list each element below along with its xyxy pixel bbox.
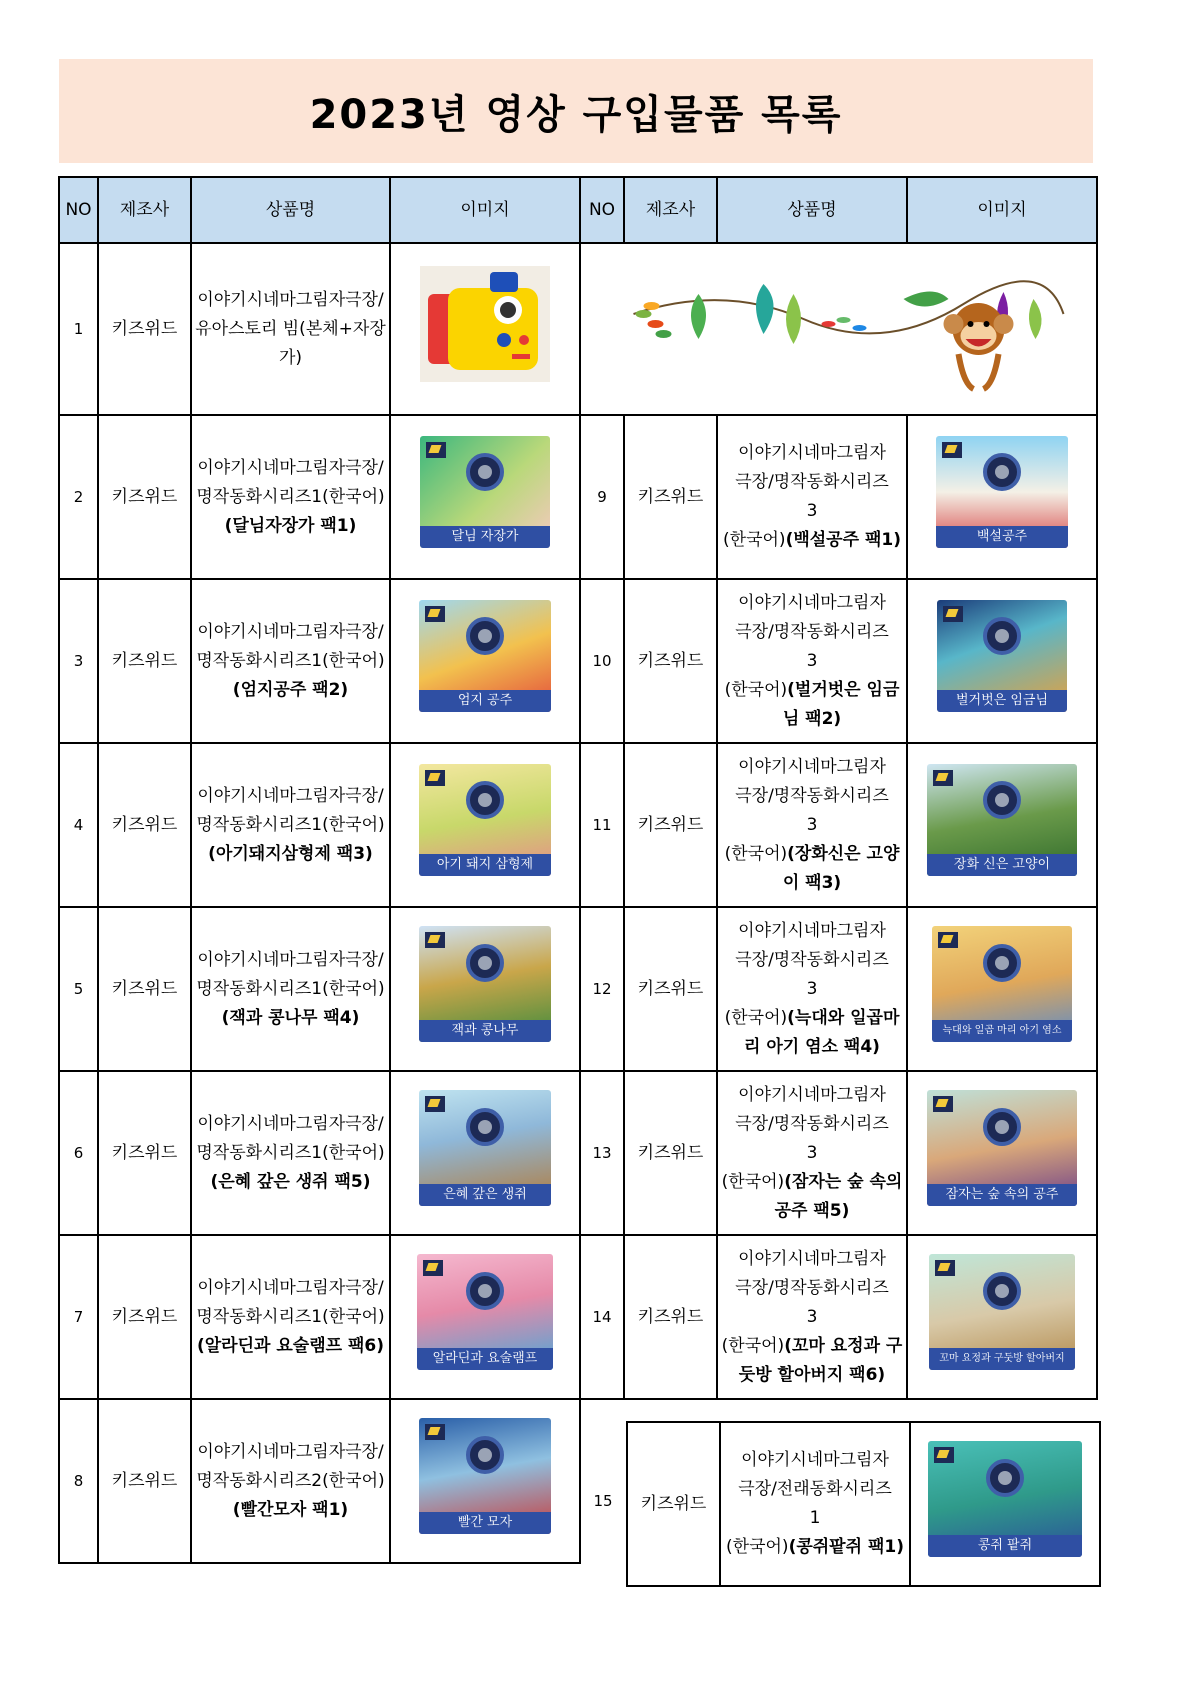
product-name-line: 극장/명작동화시리즈 [735, 785, 889, 806]
pack-image [419, 1090, 551, 1206]
product-name: 이야기시네마그림자극장/명작동화시리즈1(한국어) [196, 621, 385, 671]
table-header-row [59, 177, 1097, 243]
product-name-line: (한국어) [724, 843, 788, 864]
pack-caption: 은혜 갚은 생쥐 [419, 1184, 551, 1206]
lens-icon [466, 617, 504, 655]
row-maker: 키즈위드 [624, 1235, 717, 1399]
row-maker: 키즈위드 [98, 415, 191, 579]
row-image [390, 1071, 580, 1235]
product-pack: (빨간모자 팩1) [232, 1499, 349, 1520]
row-image [907, 1071, 1097, 1235]
row-product [191, 1399, 390, 1563]
empty-cell [580, 1399, 624, 1563]
row-product [717, 907, 907, 1071]
row-product [717, 1071, 907, 1235]
product-pack: (달님자장가 팩1) [224, 515, 357, 536]
lens-icon [983, 944, 1021, 982]
row-no: 3 [59, 579, 98, 743]
product-table-tail [626, 1421, 1101, 1587]
product-name-line: 이야기시네마그림자 [741, 1450, 889, 1470]
brand-icon [934, 1447, 954, 1463]
pack-image [419, 600, 551, 712]
product-pack: (은혜 갚은 생쥐 팩5) [210, 1171, 371, 1192]
row-product [191, 579, 390, 743]
pack-caption: 백설공주 [936, 526, 1068, 548]
product-name-line: (한국어) [723, 530, 786, 550]
row-product [191, 415, 390, 579]
row-image [907, 1235, 1097, 1399]
lens-icon [466, 944, 504, 982]
row-image [390, 243, 580, 415]
pack-image [419, 1418, 551, 1534]
lens-icon [466, 1436, 504, 1474]
product-pack: (잠자는 숲 속의 공주 팩5) [774, 1171, 903, 1221]
row-image [910, 1422, 1100, 1586]
page-title: 2023년 영상 구입물품 목록 [309, 91, 843, 138]
pack-image [417, 1254, 553, 1370]
table-row [59, 743, 1097, 907]
product-name-line: 3 [806, 978, 818, 999]
row-no: 11 [580, 743, 624, 907]
row-no: 13 [580, 1071, 624, 1235]
row-maker: 키즈위드 [98, 743, 191, 907]
product-name-line: (한국어) [721, 1335, 785, 1356]
table-row [59, 1235, 1097, 1399]
brand-icon [933, 770, 953, 786]
brand-icon [425, 770, 445, 786]
brand-icon [935, 1260, 955, 1276]
pack-caption: 아기 돼지 삼형제 [419, 854, 551, 876]
brand-icon [425, 932, 445, 948]
header-no: NO [59, 177, 98, 243]
brand-icon [943, 606, 963, 622]
pack-image [927, 764, 1077, 876]
row-maker: 키즈위드 [624, 415, 717, 579]
table-row [59, 415, 1097, 579]
lens-icon [466, 1272, 504, 1310]
product-pack: (백설공주 팩1) [785, 530, 901, 550]
product-name-line: 극장/명작동화시리즈 [735, 949, 889, 970]
leaves-monkey-illustration [584, 244, 1093, 404]
row-maker: 키즈위드 [98, 1235, 191, 1399]
row-no: 6 [59, 1071, 98, 1235]
product-name-line: 이야기시네마그림자 [738, 920, 886, 941]
header-product: 상품명 [717, 177, 907, 243]
brand-icon [425, 1096, 445, 1112]
product-name-line: 극장/명작동화시리즈 [735, 472, 889, 492]
table-row [59, 1071, 1097, 1235]
row-image [390, 415, 580, 579]
pack-caption: 꼬마 요정과 구둣방 할아버지 [929, 1348, 1075, 1370]
row-product [191, 1235, 390, 1399]
brand-icon [933, 1096, 953, 1112]
product-name-line: 이야기시네마그림자 [738, 1084, 886, 1105]
row-no: 4 [59, 743, 98, 907]
row-product [191, 243, 390, 415]
product-pack: (엄지공주 팩2) [232, 679, 349, 700]
row-image [390, 907, 580, 1071]
row-product [191, 743, 390, 907]
pack-image [936, 436, 1068, 548]
pack-caption: 잭과 콩나무 [419, 1020, 551, 1042]
product-name: 이야기시네마그림자극장/명작동화시리즈1(한국어) [196, 785, 385, 835]
row-product [191, 907, 390, 1071]
product-name-line: 극장/명작동화시리즈 [735, 1277, 889, 1298]
brand-icon [942, 442, 962, 458]
product-name: 이야기시네마그림자극장/유아스토리 빔(본체+자장가) [195, 289, 386, 368]
row-image [907, 579, 1097, 743]
row-no: 7 [59, 1235, 98, 1399]
brand-icon [938, 932, 958, 948]
row-no: 14 [580, 1235, 624, 1399]
pack-image [419, 926, 551, 1042]
row-no: 10 [580, 579, 624, 743]
row-no: 5 [59, 907, 98, 1071]
lens-icon [466, 1108, 504, 1146]
product-name-line: 이야기시네마그림자 [738, 756, 886, 777]
product-name-line: (한국어) [724, 679, 788, 700]
table-row [59, 907, 1097, 1071]
row-product [717, 1235, 907, 1399]
header-product: 상품명 [191, 177, 390, 243]
row-no: 15 [593, 1492, 613, 1510]
row-image [390, 1399, 580, 1563]
product-name-line: 극장/명작동화시리즈 [735, 1113, 889, 1134]
header-no: NO [580, 177, 624, 243]
product-pack: (콩쥐팥쥐 팩1) [788, 1537, 904, 1557]
pack-image [929, 1254, 1075, 1370]
row-maker: 키즈위드 [98, 1071, 191, 1235]
row-image [907, 907, 1097, 1071]
row-maker: 키즈위드 [624, 579, 717, 743]
lens-icon [466, 453, 504, 491]
row-product [717, 415, 907, 579]
row-image [390, 743, 580, 907]
product-name-line: 극장/명작동화시리즈 [735, 621, 889, 642]
decor-cell [580, 243, 1097, 415]
projector-image [420, 266, 550, 382]
pack-image [927, 1090, 1077, 1206]
product-pack: (아기돼지삼형제 팩3) [208, 843, 373, 864]
row-maker: 키즈위드 [624, 743, 717, 907]
product-name: 이야기시네마그림자극장/명작동화시리즈1(한국어) [196, 1277, 385, 1327]
row-maker: 키즈위드 [98, 907, 191, 1071]
product-name-line: 3 [806, 814, 818, 835]
lens-icon [983, 781, 1021, 819]
table-row [59, 579, 1097, 743]
row-image [907, 743, 1097, 907]
product-name-line: 3 [806, 650, 818, 671]
pack-caption: 잠자는 숲 속의 공주 [927, 1184, 1077, 1206]
row-no: 12 [580, 907, 624, 1071]
pack-image [419, 764, 551, 876]
header-image: 이미지 [390, 177, 580, 243]
row-maker: 키즈위드 [624, 907, 717, 1071]
product-table [58, 176, 1098, 1564]
row-maker: 키즈위드 [627, 1422, 720, 1586]
pack-caption: 달님 자장가 [420, 526, 550, 548]
pack-caption: 늑대와 일곱 마리 아기 염소 [932, 1020, 1072, 1042]
product-name-line: 3 [806, 1306, 818, 1327]
product-name-line: 이야기시네마그림자 [738, 592, 886, 613]
brand-icon [425, 1424, 445, 1440]
row-product [720, 1422, 910, 1586]
row-product [717, 743, 907, 907]
product-pack: (꼬마 요정과 구둣방 할아버지 팩6) [738, 1335, 903, 1385]
row-no: 2 [59, 415, 98, 579]
lens-icon [986, 1459, 1024, 1497]
pack-image [420, 436, 550, 548]
product-name-line: (한국어) [724, 1007, 788, 1028]
product-name: 이야기시네마그림자극장/명작동화시리즈1(한국어) [196, 949, 385, 999]
product-name-line: 3 [806, 1142, 818, 1163]
product-name-line: (한국어) [726, 1537, 789, 1557]
lens-icon [983, 453, 1021, 491]
product-name: 이야기시네마그림자극장/명작동화시리즈2(한국어) [196, 1441, 385, 1491]
pack-caption: 장화 신은 고양이 [927, 854, 1077, 876]
product-name-line: 이야기시네마그림자 [738, 443, 886, 463]
row-no: 9 [580, 415, 624, 579]
product-name: 이야기시네마그림자극장/명작동화시리즈1(한국어) [196, 1113, 385, 1163]
product-name-line: 1 [809, 1508, 821, 1528]
row-image [390, 1235, 580, 1399]
brand-icon [425, 606, 445, 622]
product-pack: (벌거벗은 임금님 팩2) [782, 679, 900, 729]
pack-image [932, 926, 1072, 1042]
table-row [627, 1422, 1100, 1586]
title-banner [59, 59, 1093, 163]
lens-icon [983, 1108, 1021, 1146]
row-product [191, 1071, 390, 1235]
product-pack: (잭과 콩나무 팩4) [221, 1007, 360, 1028]
pack-image [928, 1441, 1082, 1557]
product-name-line: (한국어) [721, 1171, 785, 1192]
product-pack: (알라딘과 요술램프 팩6) [196, 1335, 384, 1356]
lens-icon [983, 1272, 1021, 1310]
row-image [907, 415, 1097, 579]
product-pack: (늑대와 일곱마리 아기 염소 팩4) [744, 1007, 900, 1057]
product-name: 이야기시네마그림자극장/명작동화시리즈1(한국어) [196, 457, 385, 507]
brand-icon [423, 1260, 443, 1276]
lens-icon [983, 617, 1021, 655]
product-name-line: 극장/전래동화시리즈 [738, 1479, 892, 1499]
product-name-line: 3 [806, 501, 818, 521]
row-no: 1 [59, 243, 98, 415]
pack-caption: 알라딘과 요술램프 [417, 1348, 553, 1370]
pack-image [937, 600, 1067, 712]
header-image: 이미지 [907, 177, 1097, 243]
lens-icon [466, 781, 504, 819]
pack-caption: 벌거벗은 임금님 [937, 690, 1067, 712]
brand-icon [426, 442, 446, 458]
row-maker: 키즈위드 [98, 1399, 191, 1563]
product-pack: (장화신은 고양이 팩3) [782, 843, 900, 893]
product-name-line: 이야기시네마그림자 [738, 1248, 886, 1269]
pack-caption: 빨간 모자 [419, 1512, 551, 1534]
pack-caption: 콩쥐 팥쥐 [928, 1535, 1082, 1557]
row-maker: 키즈위드 [98, 579, 191, 743]
row-product [717, 579, 907, 743]
row-image [390, 579, 580, 743]
header-maker: 제조사 [98, 177, 191, 243]
row-maker: 키즈위드 [624, 1071, 717, 1235]
row-no: 8 [59, 1399, 98, 1563]
table-row [59, 243, 1097, 415]
header-maker: 제조사 [624, 177, 717, 243]
pack-caption: 엄지 공주 [419, 690, 551, 712]
row-maker: 키즈위드 [98, 243, 191, 415]
